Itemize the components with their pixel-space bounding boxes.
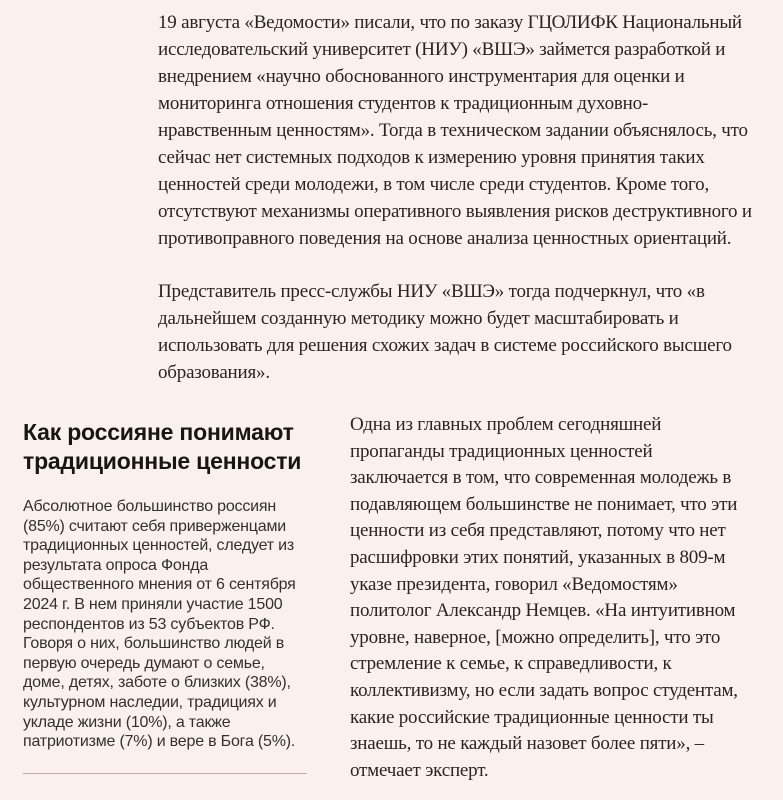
article-continuation bbox=[350, 412, 746, 784]
article-paragraph: Представитель пресс-службы НИУ «ВШЭ» тогда подчеркнул, что «в дальнейшем созданную методику можно будет масштабировать и использовать для решения схожих задач в системе российского высшего образования». bbox=[158, 281, 732, 383]
article-intro-section bbox=[158, 0, 753, 386]
fact-box bbox=[23, 412, 307, 774]
article-paragraph: 19 августа «Ведомости» писали, что по заказу ГЦОЛИФК Национальный исследовательский университет (НИУ) «ВШЭ» займется разработкой и внедрением «научно обоснованного инструментария для оценки и мониторинга отношения студентов к традиционным духовно-нравственным ценностям». Тогда в техническом задании объяснялось, что сейчас нет системных подходов к измерению уровня принятия таких ценностей среди молодежи, в том числе среди студентов. Кроме того, отсутствуют механизмы оперативного выявления рисков деструктивного и противоправного поведения на основе анализа ценностных ориентаций. bbox=[158, 12, 752, 249]
fact-box-title: Как россияне понимают традиционные ценности bbox=[23, 419, 302, 474]
article-columns-section bbox=[0, 412, 783, 784]
fact-box-body: Абсолютное большинство россиян (85%) считают себя приверженцами традиционных ценностей, следует из результата опроса Фонда общественного мнения от 6 сентября 2024 г. В нем приняли участие 1500 респондентов из 53 субъектов РФ. Говоря о них, большинство людей в первую очередь думают о семье, доме, детях, заботе о близких (38%), культурном наследии, традициях и укладе жизни (10%), а также патриотизме (7%) и вере в Бога (5%). bbox=[23, 498, 296, 751]
fact-box-divider bbox=[23, 773, 307, 774]
article-paragraph: Одна из главных проблем сегодняшней пропаганды традиционных ценностей заключается в том, что современная молодежь в подавляющем большинстве не понимает, что эти ценности из себя представляют, потому что нет расшифровки этих понятий, указанных в 809-м указе президента, говорил «Ведомостям» политолог Александр Немцев. «На интуитивном уровне, наверное, [можно определить], что это стремление к семье, к справедливости, к коллективизму, но если задать вопрос студентам, какие российские традиционные ценности ты знаешь, то не каждый назовет более пяти», – отмечает эксперт. bbox=[350, 414, 738, 781]
